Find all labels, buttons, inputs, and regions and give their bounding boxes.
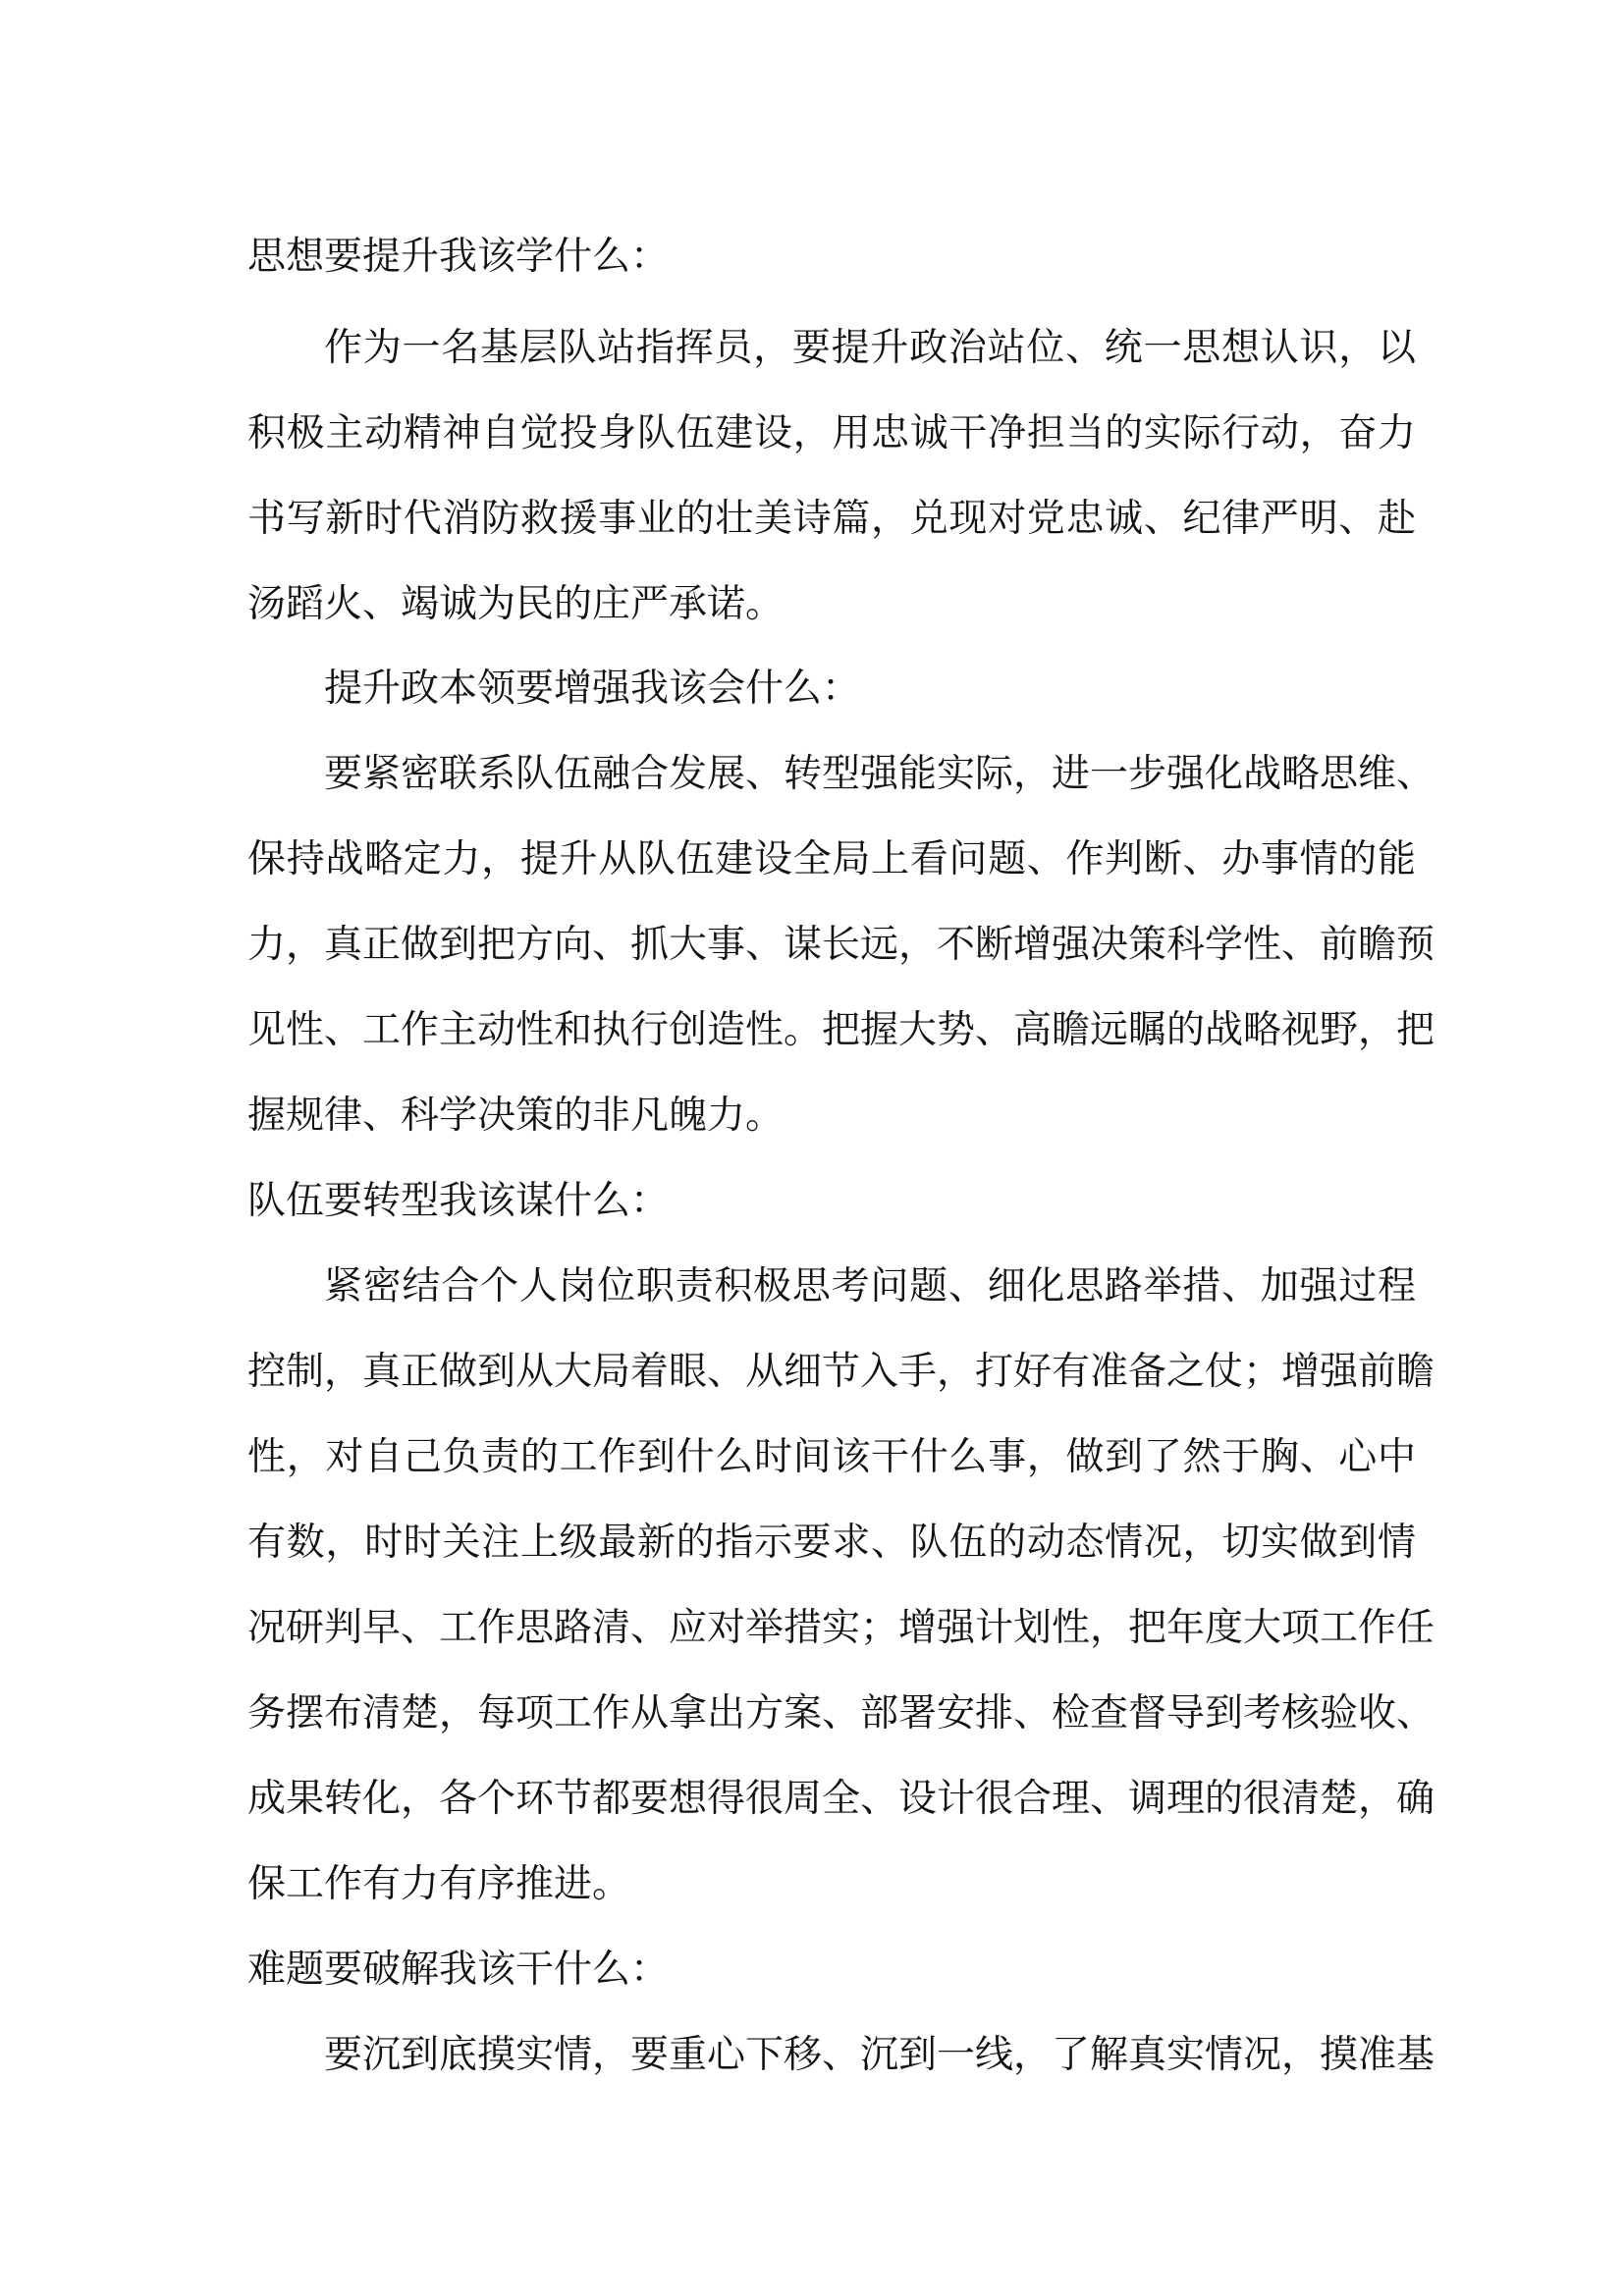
paragraph-line: 作为一名基层队站指挥员，要提升政治站位、统一思想认识，以 [324, 326, 1416, 370]
paragraph-line: 务摆布清楚，每项工作从拿出方案、部署安排、检查督导到考核验收、 [247, 1691, 1435, 1735]
paragraph-line: 控制，真正做到从大局着眼、从细节入手，打好有准备之仗；增强前瞻 [247, 1350, 1435, 1394]
paragraph-line: 积极主动精神自觉投身队伍建设，用忠诚干净担当的实际行动，奋力 [247, 411, 1416, 455]
paragraph-line: 要紧密联系队伍融合发展、转型强能实际，进一步强化战略思维、 [324, 752, 1435, 796]
paragraph-line: 有数，时时关注上级最新的指示要求、队伍的动态情况，切实做到情 [247, 1521, 1416, 1565]
paragraph-line: 书写新时代消防救援事业的壮美诗篇，兑现对党忠诚、纪律严明、赴 [247, 497, 1416, 541]
heading-ability: 提升政本领要增强我该会什么： [324, 667, 861, 711]
heading-problem: 难题要破解我该干什么： [247, 1948, 670, 1992]
heading-study: 思想要提升我该学什么： [247, 235, 670, 279]
paragraph-line: 成果转化，各个环节都要想得很周全、设计很合理、调理的很清楚，确 [247, 1777, 1435, 1821]
paragraph-line: 要沉到底摸实情，要重心下移、沉到一线，了解真实情况，摸准基 [324, 2033, 1435, 2077]
paragraph-line: 紧密结合个人岗位职责积极思考问题、细化思路举措、加强过程 [324, 1264, 1416, 1308]
paragraph-line: 保工作有力有序推进。 [247, 1862, 631, 1906]
paragraph-line: 性，对自己负责的工作到什么时间该干什么事，做到了然于胸、心中 [247, 1435, 1416, 1479]
paragraph-line: 力，真正做到把方向、抓大事、谋长远，不断增强决策科学性、前瞻预 [247, 923, 1435, 967]
paragraph-line: 保持战略定力，提升从队伍建设全局上看问题、作判断、办事情的能 [247, 837, 1416, 881]
paragraph-line: 握规律、科学决策的非凡魄力。 [247, 1094, 785, 1138]
paragraph-line: 见性、工作主动性和执行创造性。把握大势、高瞻远瞩的战略视野，把 [247, 1008, 1435, 1052]
paragraph-line: 况研判早、工作思路清、应对举措实；增强计划性，把年度大项工作任 [247, 1606, 1435, 1650]
heading-transform: 队伍要转型我该谋什么： [247, 1179, 670, 1223]
paragraph-line: 汤蹈火、竭诚为民的庄严承诺。 [247, 582, 785, 626]
